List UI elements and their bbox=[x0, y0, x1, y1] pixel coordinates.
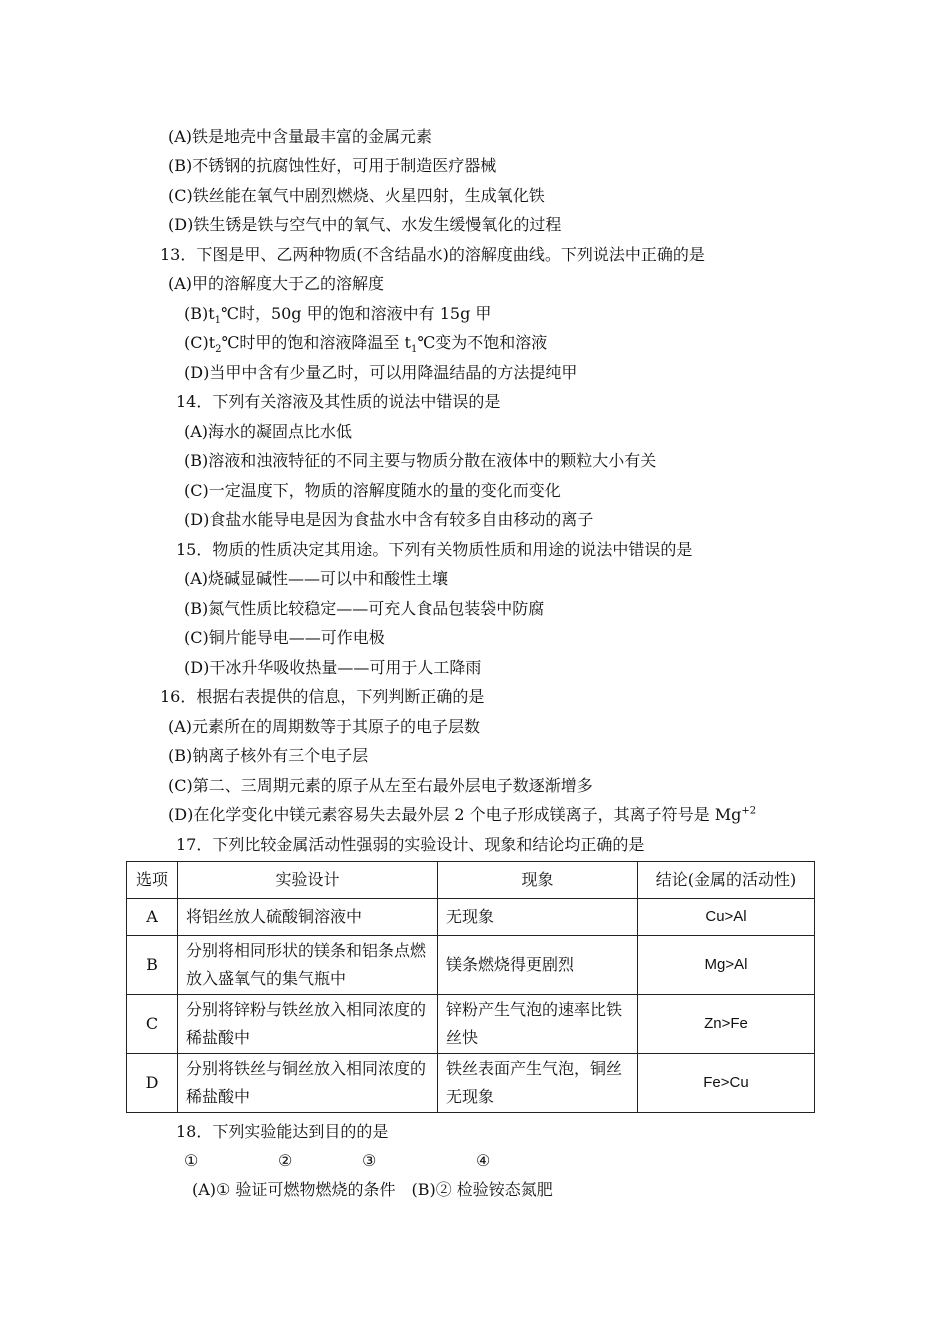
row-conclusion: Zn>Fe bbox=[638, 995, 815, 1054]
figure-label-1: ① bbox=[184, 1151, 199, 1170]
table-row bbox=[127, 1054, 815, 1113]
row-conclusion: Cu>Al bbox=[638, 899, 815, 936]
row-option: C bbox=[127, 995, 178, 1054]
row-design: 分别将铁丝与铜丝放入相同浓度的稀盐酸中 bbox=[178, 1054, 438, 1113]
row-phenomenon: 镁条燃烧得更剧烈 bbox=[438, 936, 638, 995]
row-conclusion: Fe>Cu bbox=[638, 1054, 815, 1113]
experiment-table bbox=[126, 861, 815, 1113]
q15-option-b: (B)氮气性质比较稳定——可充人食品包装袋中防腐 bbox=[184, 599, 545, 618]
row-phenomenon: 锌粉产生气泡的速率比铁丝快 bbox=[438, 995, 638, 1054]
question-15: 15．物质的性质决定其用途。下列有关物质性质和用途的说法中错误的是 bbox=[176, 540, 693, 559]
table-row bbox=[127, 936, 815, 995]
header-option: 选项 bbox=[127, 862, 178, 899]
q13-option-d: (D)当甲中含有少量乙时，可以用降温结晶的方法提纯甲 bbox=[184, 363, 578, 382]
table-header-row bbox=[127, 862, 815, 899]
table-row bbox=[127, 995, 815, 1054]
q15-option-c: (C)铜片能导电——可作电极 bbox=[184, 628, 385, 647]
q15-option-d: (D)干冰升华吸收热量——可用于人工降雨 bbox=[184, 658, 482, 677]
header-phenomenon: 现象 bbox=[438, 862, 638, 899]
header-conclusion: 结论(金属的活动性) bbox=[638, 862, 815, 899]
row-design: 分别将锌粉与铁丝放入相同浓度的稀盐酸中 bbox=[178, 995, 438, 1054]
question-16: 16．根据右表提供的信息，下列判断正确的是 bbox=[160, 687, 485, 706]
q16-option-d: (D)在化学变化中镁元素容易失去最外层 2 个电子形成镁离子，其离子符号是 $Mg^{+2}$ bbox=[168, 805, 757, 824]
question-17: 17．下列比较金属活动性强弱的实验设计、现象和结论均正确的是 bbox=[176, 835, 645, 854]
q12-option-b: (B)不锈钢的抗腐蚀性好，可用于制造医疗器械 bbox=[168, 156, 497, 175]
question-13: 13．下图是甲、乙两种物质(不含结晶水)的溶解度曲线。下列说法中正确的是 bbox=[160, 245, 705, 264]
question-18: 18．下列实验能达到目的的是 bbox=[176, 1122, 389, 1141]
row-conclusion: Mg>Al bbox=[638, 936, 815, 995]
row-option: B bbox=[127, 936, 178, 995]
q14-option-d: (D)食盐水能导电是因为食盐水中含有较多自由移动的离子 bbox=[184, 510, 594, 529]
header-design: 实验设计 bbox=[178, 862, 438, 899]
q12-option-a: (A)铁是地壳中含量最丰富的金属元素 bbox=[168, 127, 433, 146]
q16-option-b: (B)钠离子核外有三个电子层 bbox=[168, 746, 369, 765]
q16-option-c: (C)第二、三周期元素的原子从左至右最外层电子数逐渐增多 bbox=[168, 776, 593, 795]
q14-option-a: (A)海水的凝固点比水低 bbox=[184, 422, 353, 441]
q12-option-d: (D)铁生锈是铁与空气中的氧气、水发生缓慢氧化的过程 bbox=[168, 215, 562, 234]
q18-options-ab: (A)① 验证可燃物燃烧的条件 (B)② 检验铵态氮肥 bbox=[192, 1180, 553, 1199]
q13-option-a: (A)甲的溶解度大于乙的溶解度 bbox=[168, 274, 385, 293]
row-option: D bbox=[127, 1054, 178, 1113]
question-14: 14．下列有关溶液及其性质的说法中错误的是 bbox=[176, 392, 501, 411]
q14-option-c: (C)一定温度下，物质的溶解度随水的量的变化而变化 bbox=[184, 481, 561, 500]
q12-option-c: (C)铁丝能在氧气中剧烈燃烧、火星四射，生成氧化铁 bbox=[168, 186, 545, 205]
figure-label-2: ② bbox=[278, 1151, 293, 1170]
q14-option-b: (B)溶液和浊液特征的不同主要与物质分散在液体中的颗粒大小有关 bbox=[184, 451, 657, 470]
row-design: 将铝丝放人硫酸铜溶液中 bbox=[178, 899, 438, 936]
row-phenomenon: 无现象 bbox=[438, 899, 638, 936]
table-row bbox=[127, 899, 815, 936]
row-option: A bbox=[127, 899, 178, 936]
q13-option-c: $(C)t_2℃$时甲的饱和溶液降温至 $t_1℃$变为不饱和溶液 bbox=[184, 333, 548, 356]
figure-label-4: ④ bbox=[476, 1151, 491, 1170]
q15-option-a: (A)烧碱显碱性——可以中和酸性土壤 bbox=[184, 569, 449, 588]
q13-option-b: $(B)t_1℃$时，50g 甲的饱和溶液中有 15g 甲 bbox=[184, 304, 492, 327]
row-design: 分别将相同形状的镁条和铝条点燃放入盛氧气的集气瓶中 bbox=[178, 936, 438, 995]
figure-label-3: ③ bbox=[362, 1151, 377, 1170]
row-phenomenon: 铁丝表面产生气泡，铜丝无现象 bbox=[438, 1054, 638, 1113]
q16-option-a: (A)元素所在的周期数等于其原子的电子层数 bbox=[168, 717, 481, 736]
